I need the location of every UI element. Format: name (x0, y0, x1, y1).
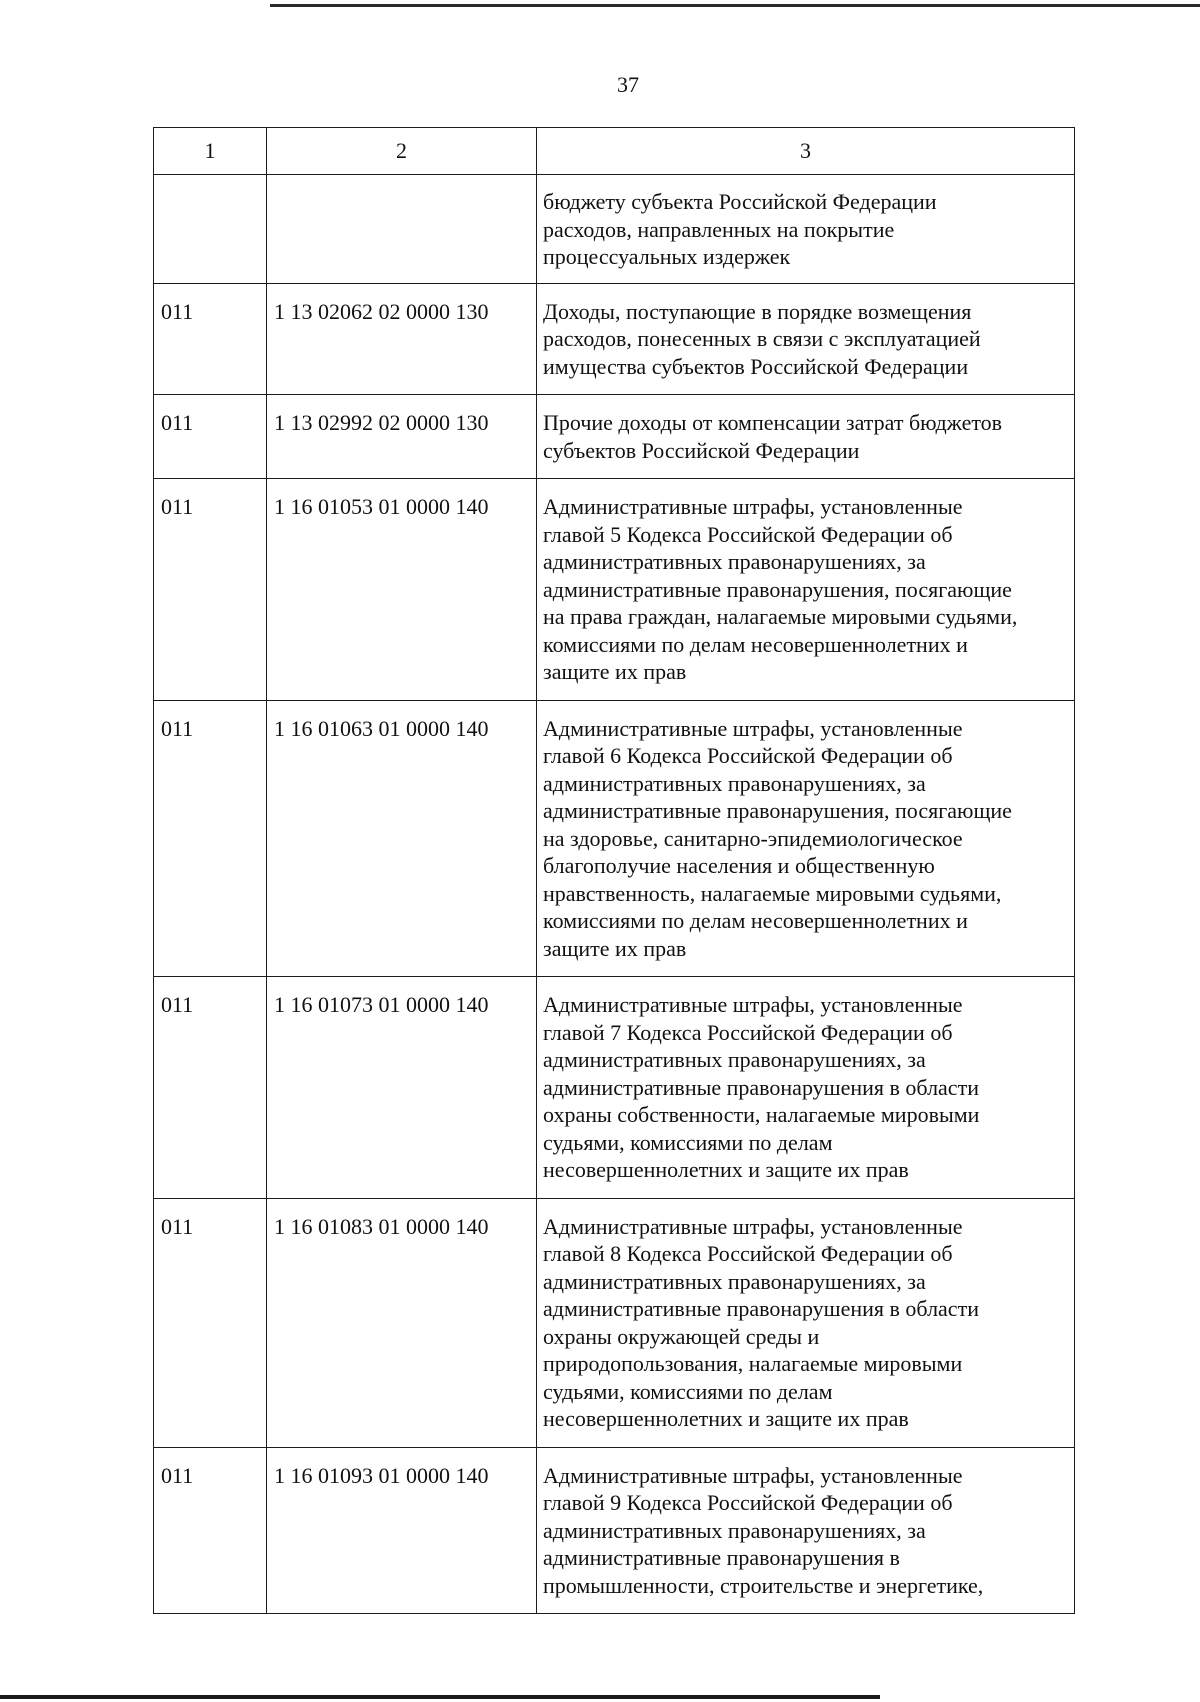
description-line: процессуальных издержек (543, 244, 791, 269)
header-col-3: 3 (537, 128, 1075, 175)
description-line: судьями, комиссиями по делам (543, 1378, 833, 1404)
admin-code-cell: 011 (154, 700, 267, 977)
description-line: главой 5 Кодекса Российской Федерации об (543, 521, 953, 547)
description-line: благополучие населения и общественную (543, 853, 935, 878)
description-cell (537, 175, 1075, 284)
description-line: административные правонарушения, посягающие (543, 576, 1012, 602)
description-line: Административные штрафы, установленные (543, 1462, 963, 1488)
description-line: административных правонарушениях, за (543, 1047, 926, 1072)
description-cell (537, 479, 1075, 701)
description-line: защите их прав (543, 935, 687, 961)
description-line: нравственность, налагаемые мировыми судьями, (543, 880, 1002, 906)
table-row (154, 1447, 1075, 1614)
admin-code-cell: 011 (154, 977, 267, 1199)
kbk-code-cell: 1 16 01073 01 0000 140 (267, 977, 537, 1199)
description-cell (537, 283, 1075, 395)
description-line: административных правонарушениях, за (543, 549, 926, 574)
kbk-code-cell (267, 175, 537, 284)
description-line: на здоровье, санитарно-эпидемиологическое (543, 825, 963, 851)
description-line: Административные штрафы, установленные (543, 1213, 963, 1239)
description-line: природопользования, налагаемые мировыми (543, 1351, 963, 1376)
header-col-2: 2 (267, 128, 537, 175)
admin-code-cell: 011 (154, 283, 267, 395)
description-line: административные правонарушения, посягающие (543, 798, 1012, 823)
page-number: 37 (617, 72, 639, 97)
scan-edge-bottom (0, 1695, 880, 1699)
description-line: Прочие доходы от компенсации затрат бюджетов (543, 410, 1003, 435)
description-line: бюджету субъекта Российской Федерации (543, 189, 937, 214)
table-row (154, 479, 1075, 701)
kbk-code-cell: 1 16 01063 01 0000 140 (267, 700, 537, 977)
description-line: главой 6 Кодекса Российской Федерации об (543, 743, 953, 768)
description-line: Административные штрафы, установленные (543, 715, 963, 741)
description-line: Доходы, поступающие в порядке возмещения (543, 298, 972, 324)
admin-code-cell: 011 (154, 1198, 267, 1447)
description-line: административных правонарушениях, за (543, 770, 926, 796)
description-line: комиссиями по делам несовершеннолетних и (543, 631, 968, 657)
description-cell (537, 395, 1075, 479)
description-line: расходов, понесенных в связи с эксплуатацией (543, 326, 981, 351)
description-line: Административные штрафы, установленные (543, 494, 963, 519)
table-header (154, 128, 1075, 175)
table-row (154, 977, 1075, 1199)
description-line: на права граждан, налагаемые мировыми судьями, (543, 604, 1018, 629)
description-line: главой 9 Кодекса Российской Федерации об (543, 1490, 953, 1515)
description-line: Административные штрафы, установленные (543, 992, 963, 1017)
description-line: субъектов Российской Федерации (543, 437, 860, 463)
kbk-code-cell: 1 16 01083 01 0000 140 (267, 1198, 537, 1447)
kbk-code-cell: 1 13 02062 02 0000 130 (267, 283, 537, 395)
description-line: комиссиями по делам несовершеннолетних и (543, 908, 968, 933)
description-line: административные правонарушения в области (543, 1074, 979, 1100)
description-line: охраны собственности, налагаемые мировыми (543, 1102, 980, 1127)
description-line: административные правонарушения в области (543, 1296, 979, 1321)
header-row (154, 128, 1075, 175)
kbk-code-cell: 1 13 02992 02 0000 130 (267, 395, 537, 479)
table-row (154, 283, 1075, 395)
description-line: административные правонарушения в (543, 1545, 900, 1570)
table-row (154, 1198, 1075, 1447)
kbk-code-cell: 1 16 01053 01 0000 140 (267, 479, 537, 701)
description-line: охраны окружающей среды и (543, 1323, 820, 1349)
description-cell (537, 1198, 1075, 1447)
description-line: имущества субъектов Российской Федерации (543, 353, 969, 379)
description-cell (537, 700, 1075, 977)
description-line: главой 8 Кодекса Российской Федерации об (543, 1241, 953, 1266)
table-row (154, 175, 1075, 284)
admin-code-cell: 011 (154, 479, 267, 701)
admin-code-cell: 011 (154, 395, 267, 479)
description-line: несовершеннолетних и защите их прав (543, 1406, 909, 1431)
kbk-code-cell: 1 16 01093 01 0000 140 (267, 1447, 537, 1614)
table-row (154, 395, 1075, 479)
description-line: административных правонарушениях, за (543, 1268, 926, 1294)
table-row (154, 700, 1075, 977)
header-col-1: 1 (154, 128, 267, 175)
admin-code-cell (154, 175, 267, 284)
description-line: административных правонарушениях, за (543, 1517, 926, 1543)
revenue-codes-table (153, 127, 1075, 1614)
description-line: промышленности, строительстве и энергетике, (543, 1572, 984, 1598)
description-line: расходов, направленных на покрытие (543, 216, 895, 242)
admin-code-cell: 011 (154, 1447, 267, 1614)
description-line: несовершеннолетних и защите их прав (543, 1157, 909, 1182)
description-line: главой 7 Кодекса Российской Федерации об (543, 1019, 953, 1045)
table-body (154, 175, 1075, 1614)
description-line: судьями, комиссиями по делам (543, 1129, 833, 1155)
description-cell (537, 977, 1075, 1199)
scan-edge-top (270, 4, 1200, 7)
description-cell (537, 1447, 1075, 1614)
description-line: защите их прав (543, 659, 687, 684)
